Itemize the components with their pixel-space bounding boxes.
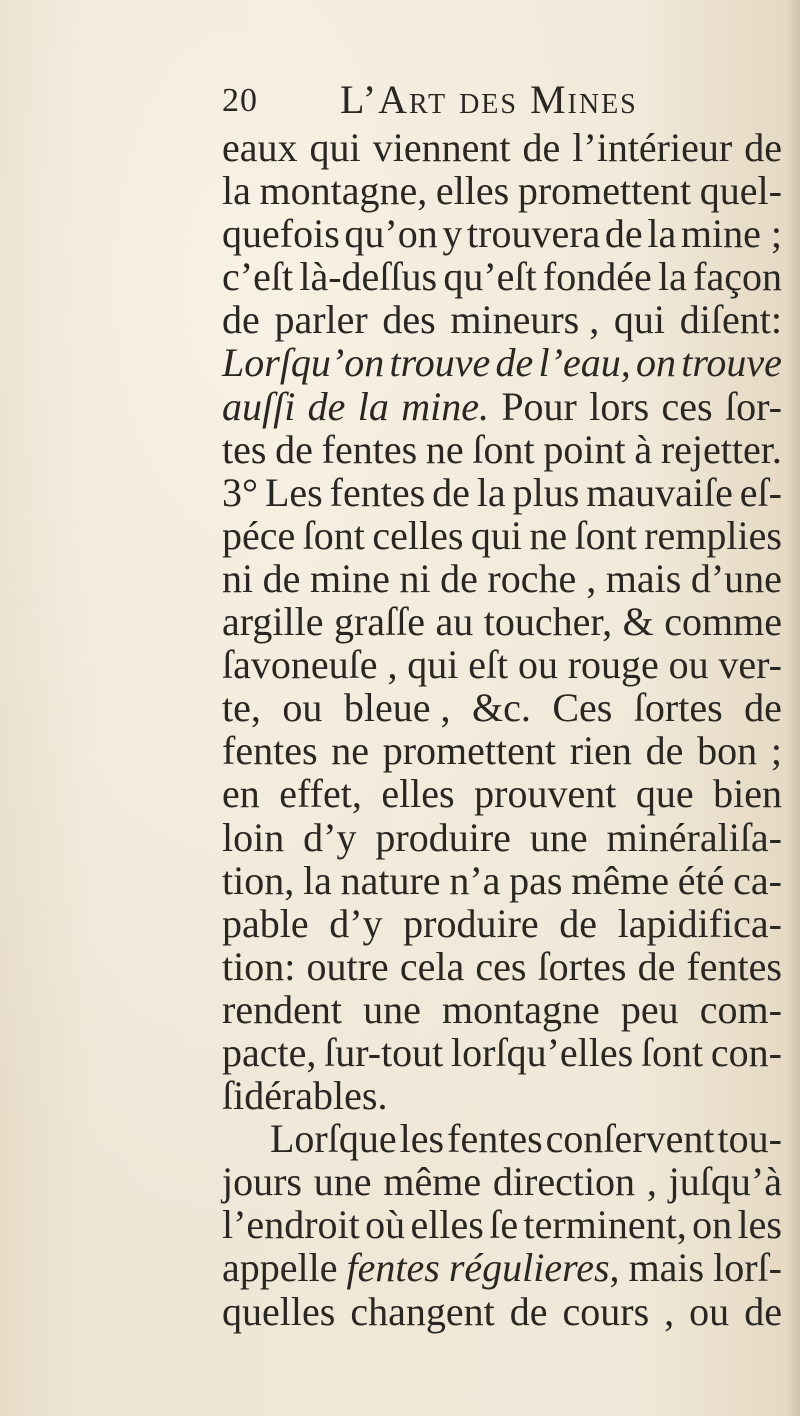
text-line: fentes ne promettent rien de bon ; (222, 728, 782, 774)
text-line: jours une même direction , juſqu’à (222, 1159, 782, 1205)
text-line: eaux qui viennent de l’intérieur de (222, 125, 782, 170)
page-edge-shadow (786, 0, 800, 1416)
text-line: appelle fentes régulieres, mais lorſ- (222, 1245, 782, 1291)
text-line: de parler des mineurs , qui diſent: (222, 297, 782, 343)
body-text (222, 126, 782, 1333)
text-line: argille graſſe au toucher, & comme (222, 599, 782, 645)
text-line: Lorſqu’on trouve de l’eau, on trouve (222, 340, 782, 386)
text-line: c’eſt là-deſſus qu’eſt fondée la façon (222, 254, 782, 300)
text-line: pable d’y produire de lapidifica- (222, 900, 782, 946)
text-line: en effet, elles prouvent que bien (222, 771, 782, 817)
text-line: loin d’y produire une minéraliſa- (222, 814, 782, 860)
text-line: ſidérables. (222, 1073, 388, 1119)
text-line: te, ou bleue , &c. Ces ſortes de (222, 685, 782, 731)
page-header (222, 74, 782, 124)
page-number: 20 (222, 82, 258, 119)
text-line: la montagne, elles promettent quel- (222, 168, 782, 214)
text-line: tion, la nature n’a pas même été ca- (222, 857, 782, 903)
text-line: rendent une montagne peu com- (222, 986, 782, 1032)
text-line: l’endroit où elles ſe terminent, on les (222, 1202, 782, 1248)
running-title: L’Art des Mines (340, 77, 638, 122)
text-line: tes de fentes ne ſont point à rejetter. (222, 426, 782, 472)
text-line: quelles changent de cours , ou de (222, 1288, 782, 1334)
text-line: ſavoneuſe , qui eſt ou rouge ou ver- (222, 642, 782, 688)
text-line: pacte, ſur-tout lorſqu’elles ſont con- (222, 1029, 782, 1075)
text-line: péce ſont celles qui ne ſont remplies (222, 512, 782, 558)
text-line: quefois qu’on y trouvera de la mine ; (222, 211, 782, 257)
text-line: auſſi de la mine. Pour lors ces ſor- (222, 383, 782, 429)
text-line: Lorſque les fentes conſervent tou- (270, 1116, 782, 1162)
text-line: ni de mine ni de roche , mais d’une (222, 555, 782, 601)
text-line: tion: outre cela ces ſortes de fentes (222, 943, 782, 989)
text-line: 3° Les fentes de la plus mauvaiſe eſ- (222, 469, 782, 515)
